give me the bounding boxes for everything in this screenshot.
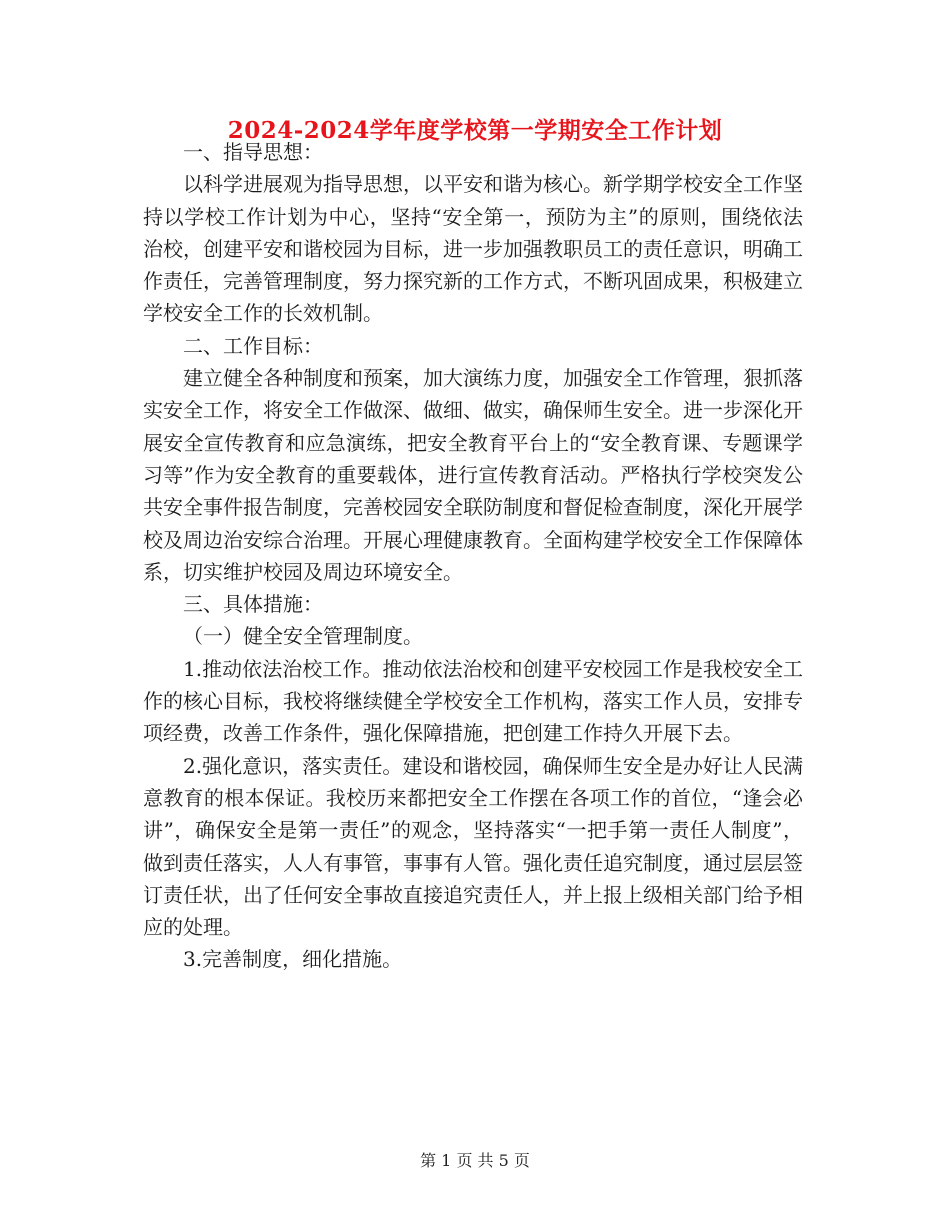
subsection-heading-management-system: （一）健全安全管理制度。 xyxy=(183,624,423,649)
document-body xyxy=(143,136,803,976)
page-footer: 第 1 页 共 5 页 xyxy=(420,1151,530,1170)
section-heading-measures: 三、具体措施： xyxy=(183,592,323,617)
paragraph-guiding-ideology: 以科学进展观为指导思想，以平安和谐为核心。新学期学校安全工作坚持以学校工作计划为中心，坚持“安全第一，预防为主”的原则，围绕依法治校，创建平安和谐校园为目标，进一步加强教职员工的责任意识，明确工作责任，完善管理制度，努力探究新的工作方式，不断巩固成果，积极建立学校安全工作的长效机制。 xyxy=(143,172,803,326)
paragraph-work-goals: 建立健全各种制度和预案，加大演练力度，加强安全工作管理，狠抓落实安全工作，将安全工作做深、做细、做实，确保师生安全。进一步深化开展安全宣传教育和应急演练，把安全教育平台上的“安全教育课、专题课学习等”作为安全教育的重要载体，进行宣传教育活动。严格执行学校突发公共安全事件报告制度，完善校园安全联防制度和督促检查制度，深化开展学校及周边治安综合治理。开展心理健康教育。全面构建学校安全工作保障体系，切实维护校园及周边环境安全。 xyxy=(143,366,803,584)
section-heading-guiding-ideology: 一、指导思想： xyxy=(183,140,323,164)
section-heading-work-goals: 二、工作目标： xyxy=(183,333,323,358)
document-title: 2024-2024学年度学校第一学期安全工作计划 xyxy=(227,117,723,144)
paragraph-item-1: 1.推动依法治校工作。推动依法治校和创建平安校园工作是我校安全工作的核心目标，我校将继续健全学校安全工作机构，落实工作人员，安排专项经费，改善工作条件，强化保障措施，把创建工作持久开展下去。 xyxy=(143,656,803,746)
paragraph-item-3: 3.完善制度，细化措施。 xyxy=(183,947,403,972)
paragraph-item-2: 2.强化意识，落实责任。建设和谐校园，确保师生安全是办好让人民满意教育的根本保证。我校历来都把安全工作摆在各项工作的首位，“逢会必讲”，确保安全是第一责任”的观念，坚持落实“一把手第一责任人制度”，做到责任落实，人人有事管，事事有人管。强化责任追究制度，通过层层签订责任状，出了任何安全事故直接追究责任人，并上报上级相关部门给予相应的处理。 xyxy=(143,753,803,940)
